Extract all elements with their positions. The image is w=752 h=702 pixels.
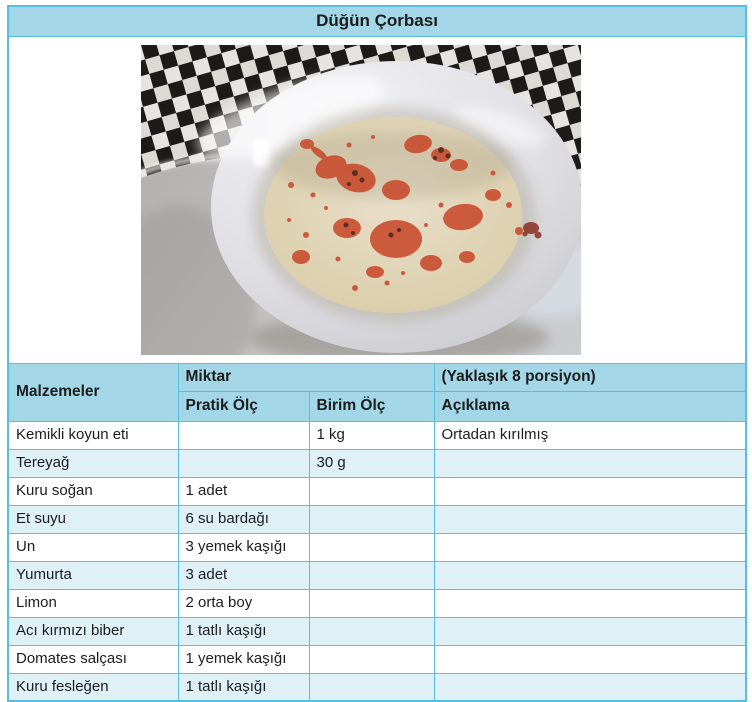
description-cell: Ortadan kırılmış [434,421,746,449]
table-header-row-1 [8,363,746,391]
table-row [8,449,746,477]
ingredient-cell: Un [8,533,178,561]
unit-cell [309,533,434,561]
ingredient-cell: Tereyağ [8,449,178,477]
table-row [8,421,746,449]
soup-photo-illustration [141,45,581,355]
unit-cell [309,673,434,701]
practical-cell: 3 yemek kaşığı [178,533,309,561]
practical-cell: 1 adet [178,477,309,505]
unit-cell [309,477,434,505]
practical-cell: 1 yemek kaşığı [178,645,309,673]
practical-cell: 1 tatlı kaşığı [178,673,309,701]
title-row [8,6,746,36]
header-ingredients: Malzemeler [8,363,178,421]
table-row [8,533,746,561]
ingredient-rows [8,421,746,701]
ingredient-cell: Yumurta [8,561,178,589]
soup-photo [141,45,581,355]
unit-cell [309,589,434,617]
table-row [8,617,746,645]
unit-cell [309,561,434,589]
table-row [8,505,746,533]
description-cell [434,505,746,533]
practical-cell: 3 adet [178,561,309,589]
ingredient-cell: Acı kırmızı biber [8,617,178,645]
ingredient-cell: Domates salçası [8,645,178,673]
header-practical-measure: Pratik Ölç [178,391,309,421]
practical-cell: 2 orta boy [178,589,309,617]
header-description: Açıklama [434,391,746,421]
unit-cell [309,505,434,533]
table-row [8,673,746,701]
description-cell [434,477,746,505]
table-row [8,561,746,589]
description-cell [434,533,746,561]
practical-cell: 1 tatlı kaşığı [178,617,309,645]
ingredient-cell: Kuru soğan [8,477,178,505]
table-row [8,589,746,617]
header-unit-measure: Birim Ölç [309,391,434,421]
unit-cell [309,617,434,645]
header-amount-group: Miktar [178,363,434,391]
unit-cell: 30 g [309,449,434,477]
practical-cell: 6 su bardağı [178,505,309,533]
description-cell [434,673,746,701]
servings-note: (Yaklaşık 8 porsiyon) [434,363,746,391]
photo-row [8,36,746,363]
description-cell [434,589,746,617]
page-title: Düğün Çorbası [8,6,746,36]
description-cell [434,561,746,589]
table-row [8,645,746,673]
practical-cell [178,421,309,449]
ingredient-cell: Limon [8,589,178,617]
recipe-table [7,5,747,702]
description-cell [434,645,746,673]
ingredient-cell: Kuru fesleğen [8,673,178,701]
practical-cell [178,449,309,477]
unit-cell: 1 kg [309,421,434,449]
table-row [8,477,746,505]
photo-cell [8,36,746,363]
ingredient-cell: Et suyu [8,505,178,533]
ingredient-cell: Kemikli koyun eti [8,421,178,449]
description-cell [434,617,746,645]
unit-cell [309,645,434,673]
description-cell [434,449,746,477]
